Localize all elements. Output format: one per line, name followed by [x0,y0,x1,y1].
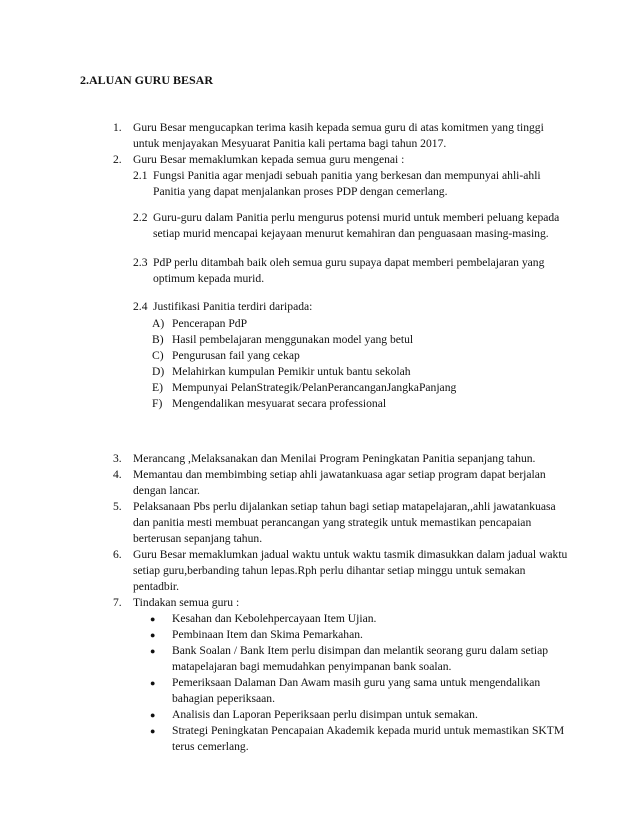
section-heading: 2.ALUAN GURU BESAR [80,73,214,87]
item-text-line: Merancang ,Melaksanakan dan Menilai Program Peningkatan Panitia sepanjang tahun. [133,452,536,465]
item-text-line: Memantau dan membimbing setiap ahli jawatankuasa agar setiap program dapat berjalan [133,468,546,481]
bullet-icon: ● [150,646,156,656]
action-text-line: Analisis dan Laporan Peperiksaan perlu disimpan untuk semakan. [172,708,478,721]
item-text-line: dan panitia mesti membuat perancangan yang strategik untuk memastikan pencapaian [133,516,532,529]
sub-item-text-line: Fungsi Panitia agar menjadi sebuah panitia yang berkesan dan mempunyai ahli-ahli [153,169,541,182]
item-number: 2. [113,153,122,166]
item-text-line: pentadbir. [133,580,180,593]
action-text-line: Pemeriksaan Dalaman Dan Awam masih guru yang sama untuk mengendalikan [172,676,541,689]
item-text-line: Tindakan semua guru : [133,596,240,609]
item-text-line: Guru Besar mengucapkan terima kasih kepada semua guru di atas komitmen yang tinggi [133,121,544,134]
bullet-icon: ● [150,678,156,688]
justification-letter: C) [152,349,164,362]
bullet-icon: ● [150,710,156,720]
item-text-line: dengan lancar. [133,484,200,497]
justification-letter: E) [152,381,163,394]
justification-letter: A) [152,317,165,330]
bullet-icon: ● [150,630,156,640]
sub-item-text-line: setiap murid mencapai kejayaan menurut kemahiran dan penguasaan masing-masing. [153,227,549,240]
justification-letter: D) [152,365,165,378]
bullet-icon: ● [150,726,156,736]
sub-item-text-line: Panitia yang dapat menjalankan proses PDP dengan cemerlang. [153,185,448,198]
action-text-line: Bank Soalan / Bank Item perlu disimpan dan melantik seorang guru dalam setiap [172,644,549,657]
item-number: 5. [113,500,122,513]
action-text-line: matapelajaran bagi memudahkan penyimpanan bank soalan. [172,660,452,673]
justification-letter: B) [152,333,164,346]
item-text-line: Guru Besar memaklumkan kepada semua guru mengenai : [133,153,405,166]
item-text-line: berterusan sepanjang tahun. [133,532,263,545]
item-text-line: Guru Besar memaklumkan jadual waktu untuk waktu tasmik dimasukkan dalam jadual waktu [133,548,568,561]
action-text-line: Strategi Peningkatan Pencapaian Akademik kepada murid untuk memastikan SKTM [172,724,565,737]
item-text-line: Pelaksanaan Pbs perlu dijalankan setiap tahun bagi setiap matapelajaran,,ahli jawatankuasa [133,500,556,513]
item-text-line: setiap guru,berbanding tahun lepas.Rph perlu dihantar setiap minggu untuk semakan [133,564,526,577]
justification-text: Melahirkan kumpulan Pemikir untuk bantu sekolah [172,365,411,378]
action-text-line: Kesahan dan Kebolehpercayaan Item Ujian. [172,612,377,625]
action-text-line: bahagian peperiksaan. [172,692,276,705]
item-number: 7. [113,596,122,609]
sub-item-number: 2.4 [133,300,148,313]
justification-letter: F) [152,397,163,410]
sub-item-number: 2.1 [133,169,148,182]
sub-item-text-line: optimum kepada murid. [153,272,265,285]
item-text-line: untuk menjayakan Mesyuarat Panitia kali pertama bagi tahun 2017. [133,137,447,150]
item-number: 3. [113,452,122,465]
item-number: 1. [113,121,122,134]
sub-item-text-line: Guru-guru dalam Panitia perlu mengurus potensi murid untuk memberi peluang kepada [153,211,560,224]
item-number: 6. [113,548,122,561]
justification-text: Mempunyai PelanStrategik/PelanPerancanganJangkaPanjang [172,381,457,394]
justification-text: Pengurusan fail yang cekap [172,349,300,362]
sub-item-number: 2.3 [133,256,148,269]
action-text-line: Pembinaan Item dan Skima Pemarkahan. [172,628,363,641]
sub-item-number: 2.2 [133,211,148,224]
item-number: 4. [113,468,122,481]
sub-item-text-line: PdP perlu ditambah baik oleh semua guru supaya dapat memberi pembelajaran yang [153,256,545,269]
justification-text: Mengendalikan mesyuarat secara professional [172,397,387,410]
sub-item-text-line: Justifikasi Panitia terdiri daripada: [153,300,313,313]
action-text-line: terus cemerlang. [172,740,249,753]
justification-text: Pencerapan PdP [172,317,248,330]
bullet-icon: ● [150,614,156,624]
justification-text: Hasil pembelajaran menggunakan model yang betul [172,333,414,346]
